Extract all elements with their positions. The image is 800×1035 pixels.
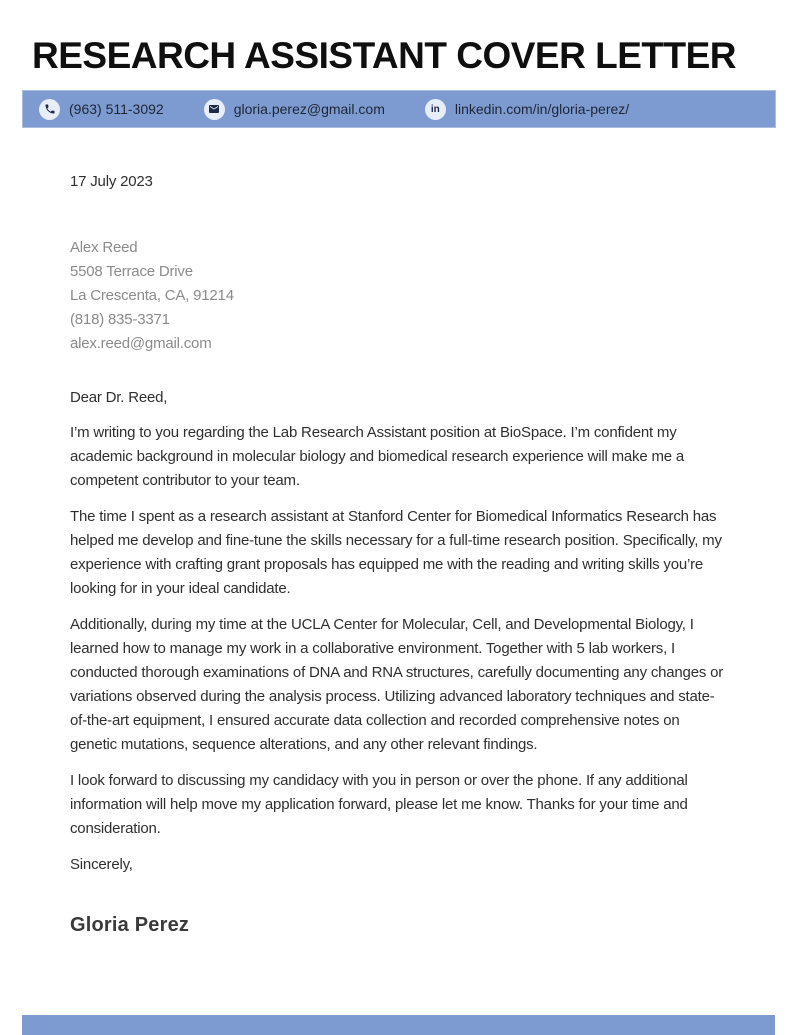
phone-number: (963) 511-3092 — [69, 101, 164, 117]
recipient-email: alex.reed@gmail.com — [70, 335, 212, 352]
contact-linkedin — [425, 99, 629, 120]
contact-bar — [22, 90, 776, 128]
letter-date: 17 July 2023 — [70, 173, 153, 190]
recipient-city: La Crescenta, CA, 91214 — [70, 287, 234, 304]
recipient-phone: (818) 835-3371 — [70, 311, 170, 328]
email-icon — [204, 99, 225, 120]
page-title: RESEARCH ASSISTANT COVER LETTER — [32, 35, 736, 76]
salutation: Dear Dr. Reed, — [70, 389, 168, 406]
contact-email — [204, 99, 385, 120]
recipient-name: Alex Reed — [70, 239, 138, 256]
recipient-block — [70, 236, 730, 356]
footer-accent-bar — [22, 1015, 775, 1035]
letter-body — [70, 170, 730, 939]
linkedin-url: linkedin.com/in/gloria-perez/ — [454, 101, 630, 117]
linkedin-icon: in — [425, 99, 446, 120]
paragraph-1: I’m writing to you regarding the Lab Research Assistant position at BioSpace. I’m confident my academic background in molecular biology and biomedical research experience will make me a competent contributor to your team. — [70, 424, 684, 489]
phone-icon — [39, 99, 60, 120]
paragraph-2: The time I spent as a research assistant at Stanford Center for Biomedical Informatics Research has helped me develop and fine-tune the skills necessary for a full-time research position. Specifically, my experience with crafting grant proposals has equipped me with the reading and writing skills you’re looking for in your ideal candidate. — [70, 508, 722, 597]
recipient-street: 5508 Terrace Drive — [70, 263, 193, 280]
email-address: gloria.perez@gmail.com — [233, 101, 385, 117]
closing: Sincerely, — [70, 856, 133, 873]
paragraph-4: I look forward to discussing my candidacy with you in person or over the phone. If any additional information will help move my application forward, please let me know. Thanks for your time and consideration. — [70, 772, 688, 837]
signature-name: Gloria Perez — [70, 914, 190, 936]
paragraph-3: Additionally, during my time at the UCLA Center for Molecular, Cell, and Developmental Biology, I learned how to manage my work in a collaborative environment. Together with 5 lab workers, I conducted thorough examinations of DNA and RNA structures, carefully documenting any changes or variations observed during the analysis process. Utilizing advanced laboratory techniques and state-of-the-art equipment, I ensured accurate data collection and recorded comprehensive notes on genetic mutations, sequence alterations, and any other relevant findings. — [70, 616, 724, 753]
contact-phone — [39, 99, 164, 120]
